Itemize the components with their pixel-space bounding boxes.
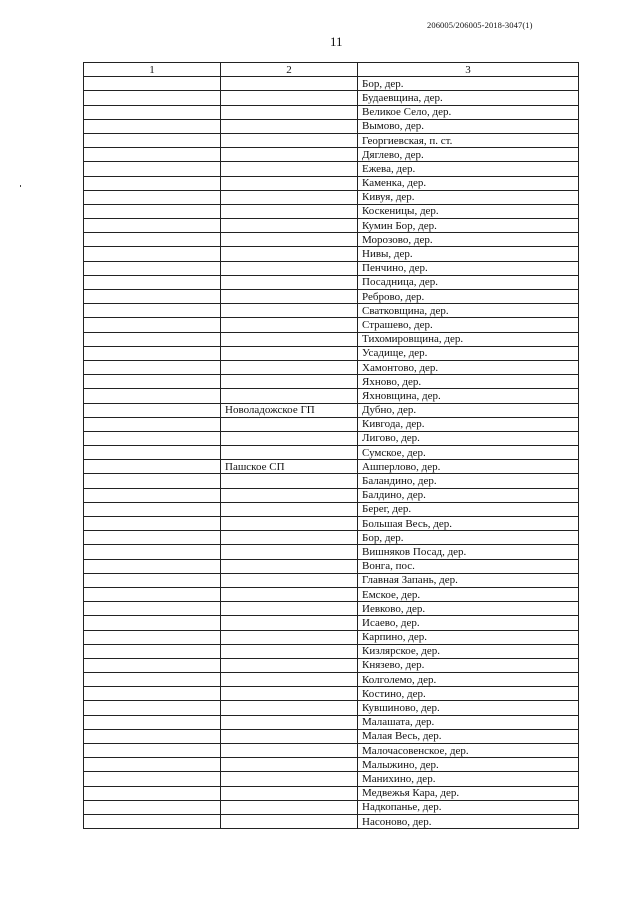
table-cell-col3: Медвежья Кара, дер. bbox=[358, 786, 579, 800]
table-cell-col3: Большая Весь, дер. bbox=[358, 517, 579, 531]
table-cell-col3: Бор, дер. bbox=[358, 77, 579, 91]
table-cell-col2 bbox=[221, 219, 358, 233]
table-cell-col3: Колголемо, дер. bbox=[358, 673, 579, 687]
table-cell-col2 bbox=[221, 346, 358, 360]
table-cell-col3: Малая Весь, дер. bbox=[358, 729, 579, 743]
table-cell-col3: Исаево, дер. bbox=[358, 616, 579, 630]
table-cell-col3: Пенчино, дер. bbox=[358, 261, 579, 275]
table-cell-col1 bbox=[84, 247, 221, 261]
table-cell-col2 bbox=[221, 772, 358, 786]
table-row bbox=[84, 162, 579, 176]
table-cell-col1 bbox=[84, 446, 221, 460]
table-row bbox=[84, 431, 579, 445]
table-cell-col1 bbox=[84, 190, 221, 204]
page-number: 11 bbox=[330, 34, 343, 49]
table-cell-col2 bbox=[221, 233, 358, 247]
table-cell-col2 bbox=[221, 587, 358, 601]
table-cell-col1 bbox=[84, 616, 221, 630]
table-row bbox=[84, 275, 579, 289]
table-cell-col2 bbox=[221, 715, 358, 729]
table-cell-col3: Тихомировщина, дер. bbox=[358, 332, 579, 346]
table-row bbox=[84, 814, 579, 828]
table-cell-col3: Емское, дер. bbox=[358, 587, 579, 601]
table-cell-col2 bbox=[221, 133, 358, 147]
table-cell-col1 bbox=[84, 290, 221, 304]
table-row bbox=[84, 304, 579, 318]
table-cell-col1 bbox=[84, 602, 221, 616]
table-cell-col3: Кумин Бор, дер. bbox=[358, 219, 579, 233]
table-row bbox=[84, 715, 579, 729]
table-cell-col3: Вонга, пос. bbox=[358, 559, 579, 573]
table-cell-col2 bbox=[221, 360, 358, 374]
table-cell-col1 bbox=[84, 545, 221, 559]
table-cell-col1 bbox=[84, 204, 221, 218]
table-cell-col2 bbox=[221, 148, 358, 162]
table-cell-col3: Главная Запань, дер. bbox=[358, 573, 579, 587]
table-cell-col3: Кизлярское, дер. bbox=[358, 644, 579, 658]
table-row bbox=[84, 91, 579, 105]
table-cell-col2 bbox=[221, 687, 358, 701]
header-row bbox=[84, 63, 579, 77]
table-cell-col2 bbox=[221, 204, 358, 218]
table-cell-col2 bbox=[221, 417, 358, 431]
table-row bbox=[84, 77, 579, 91]
table-cell-col3: Малочасовенское, дер. bbox=[358, 744, 579, 758]
table-cell-col2: Новоладожское ГП bbox=[221, 403, 358, 417]
table-cell-col3: Хамонтово, дер. bbox=[358, 360, 579, 374]
table-cell-col1 bbox=[84, 687, 221, 701]
table-row bbox=[84, 488, 579, 502]
table-cell-col1 bbox=[84, 233, 221, 247]
table-cell-col1 bbox=[84, 360, 221, 374]
table-row bbox=[84, 616, 579, 630]
table-row bbox=[84, 389, 579, 403]
table-cell-col2 bbox=[221, 431, 358, 445]
table-cell-col2 bbox=[221, 800, 358, 814]
table-cell-col1 bbox=[84, 176, 221, 190]
settlements-table bbox=[83, 62, 579, 829]
table-cell-col3: Дубно, дер. bbox=[358, 403, 579, 417]
table-row bbox=[84, 800, 579, 814]
table-cell-col2 bbox=[221, 318, 358, 332]
table-row bbox=[84, 758, 579, 772]
table-cell-col1 bbox=[84, 744, 221, 758]
table-cell-col1 bbox=[84, 800, 221, 814]
table-row bbox=[84, 204, 579, 218]
table-cell-col1 bbox=[84, 119, 221, 133]
table-cell-col2 bbox=[221, 304, 358, 318]
table-row bbox=[84, 318, 579, 332]
table-row bbox=[84, 233, 579, 247]
table-cell-col3: Будаевщина, дер. bbox=[358, 91, 579, 105]
table-cell-col3: Сватковщина, дер. bbox=[358, 304, 579, 318]
table-cell-col2 bbox=[221, 162, 358, 176]
table-cell-col2 bbox=[221, 332, 358, 346]
table-cell-col3: Бор, дер. bbox=[358, 531, 579, 545]
table-header bbox=[84, 63, 579, 77]
table-cell-col2 bbox=[221, 630, 358, 644]
table-cell-col3: Надкопанье, дер. bbox=[358, 800, 579, 814]
table-body bbox=[84, 77, 579, 829]
table-cell-col2 bbox=[221, 814, 358, 828]
table-cell-col1 bbox=[84, 559, 221, 573]
table-row bbox=[84, 460, 579, 474]
table-row bbox=[84, 517, 579, 531]
table-cell-col3: Реброво, дер. bbox=[358, 290, 579, 304]
table-cell-col2 bbox=[221, 658, 358, 672]
table-cell-col2 bbox=[221, 176, 358, 190]
table-cell-col1 bbox=[84, 318, 221, 332]
table-cell-col1 bbox=[84, 758, 221, 772]
table-cell-col2 bbox=[221, 729, 358, 743]
table-row bbox=[84, 219, 579, 233]
table-cell-col3: Сумское, дер. bbox=[358, 446, 579, 460]
table-cell-col3: Морозово, дер. bbox=[358, 233, 579, 247]
table-row bbox=[84, 531, 579, 545]
table-cell-col2 bbox=[221, 290, 358, 304]
column-header-3: 3 bbox=[358, 63, 579, 77]
table-cell-col1 bbox=[84, 375, 221, 389]
table-row bbox=[84, 148, 579, 162]
column-header-1: 1 bbox=[84, 63, 221, 77]
table-row bbox=[84, 502, 579, 516]
table-row bbox=[84, 644, 579, 658]
table-cell-col1 bbox=[84, 148, 221, 162]
table-row bbox=[84, 729, 579, 743]
table-row bbox=[84, 744, 579, 758]
table-cell-col2 bbox=[221, 275, 358, 289]
table-cell-col1 bbox=[84, 701, 221, 715]
table-cell-col1 bbox=[84, 474, 221, 488]
table-cell-col1 bbox=[84, 488, 221, 502]
table-cell-col1 bbox=[84, 460, 221, 474]
table-row bbox=[84, 772, 579, 786]
table-cell-col1 bbox=[84, 431, 221, 445]
table-cell-col1 bbox=[84, 573, 221, 587]
table-cell-col3: Манихино, дер. bbox=[358, 772, 579, 786]
table-cell-col1 bbox=[84, 389, 221, 403]
table-cell-col1 bbox=[84, 502, 221, 516]
table-cell-col2 bbox=[221, 559, 358, 573]
table-cell-col2 bbox=[221, 744, 358, 758]
table-cell-col3: Малашата, дер. bbox=[358, 715, 579, 729]
table-row bbox=[84, 247, 579, 261]
table-cell-col3: Берег, дер. bbox=[358, 502, 579, 516]
table-cell-col1 bbox=[84, 715, 221, 729]
table-cell-col2 bbox=[221, 261, 358, 275]
table-cell-col3: Князево, дер. bbox=[358, 658, 579, 672]
table-cell-col3: Дяглево, дер. bbox=[358, 148, 579, 162]
table-row bbox=[84, 658, 579, 672]
table-cell-col3: Кивгода, дер. bbox=[358, 417, 579, 431]
table-row bbox=[84, 346, 579, 360]
table-cell-col3: Ашперлово, дер. bbox=[358, 460, 579, 474]
table-row bbox=[84, 559, 579, 573]
table-cell-col1 bbox=[84, 587, 221, 601]
table-cell-col3: Великое Село, дер. bbox=[358, 105, 579, 119]
column-header-2: 2 bbox=[221, 63, 358, 77]
table-cell-col2 bbox=[221, 644, 358, 658]
table-cell-col2 bbox=[221, 119, 358, 133]
table-cell-col1 bbox=[84, 673, 221, 687]
table-row bbox=[84, 786, 579, 800]
table-row bbox=[84, 360, 579, 374]
table-cell-col3: Георгиевская, п. ст. bbox=[358, 133, 579, 147]
table-cell-col3: Вишняков Посад, дер. bbox=[358, 545, 579, 559]
table-cell-col2 bbox=[221, 446, 358, 460]
table-cell-col3: Коскеницы, дер. bbox=[358, 204, 579, 218]
table-cell-col1 bbox=[84, 729, 221, 743]
table-cell-col1 bbox=[84, 772, 221, 786]
table-cell-col2 bbox=[221, 190, 358, 204]
table-cell-col2 bbox=[221, 786, 358, 800]
table-cell-col1 bbox=[84, 403, 221, 417]
table-row bbox=[84, 587, 579, 601]
table-row bbox=[84, 673, 579, 687]
table-row bbox=[84, 375, 579, 389]
table-cell-col3: Посадница, дер. bbox=[358, 275, 579, 289]
table-cell-col1 bbox=[84, 162, 221, 176]
table-cell-col1 bbox=[84, 91, 221, 105]
table-row bbox=[84, 403, 579, 417]
table-cell-col2 bbox=[221, 247, 358, 261]
margin-mark bbox=[20, 185, 21, 187]
table-cell-col2 bbox=[221, 389, 358, 403]
table-cell-col2: Пашское СП bbox=[221, 460, 358, 474]
table-cell-col2 bbox=[221, 502, 358, 516]
table-cell-col2 bbox=[221, 375, 358, 389]
table-cell-col2 bbox=[221, 573, 358, 587]
table-cell-col3: Вымово, дер. bbox=[358, 119, 579, 133]
table-row bbox=[84, 573, 579, 587]
table-cell-col1 bbox=[84, 304, 221, 318]
table-row bbox=[84, 190, 579, 204]
table-cell-col3: Кивуя, дер. bbox=[358, 190, 579, 204]
table-cell-col1 bbox=[84, 417, 221, 431]
table-cell-col3: Яхновщина, дер. bbox=[358, 389, 579, 403]
table-cell-col3: Малыжино, дер. bbox=[358, 758, 579, 772]
table-cell-col2 bbox=[221, 105, 358, 119]
table-row bbox=[84, 446, 579, 460]
table-cell-col3: Яхново, дер. bbox=[358, 375, 579, 389]
table-cell-col1 bbox=[84, 219, 221, 233]
table-row bbox=[84, 630, 579, 644]
table-cell-col2 bbox=[221, 474, 358, 488]
table-row bbox=[84, 261, 579, 275]
table-row bbox=[84, 417, 579, 431]
table-row bbox=[84, 687, 579, 701]
table-cell-col3: Насоново, дер. bbox=[358, 814, 579, 828]
table-row bbox=[84, 105, 579, 119]
table-cell-col3: Нивы, дер. bbox=[358, 247, 579, 261]
table-cell-col1 bbox=[84, 275, 221, 289]
table-cell-col1 bbox=[84, 261, 221, 275]
table-cell-col1 bbox=[84, 346, 221, 360]
table-cell-col1 bbox=[84, 517, 221, 531]
table-cell-col3: Костино, дер. bbox=[358, 687, 579, 701]
table-cell-col3: Карпино, дер. bbox=[358, 630, 579, 644]
document-id: 206005/206005-2018-3047(1) bbox=[427, 20, 533, 30]
table-cell-col3: Балдино, дер. bbox=[358, 488, 579, 502]
table-cell-col2 bbox=[221, 545, 358, 559]
table-row bbox=[84, 701, 579, 715]
table-cell-col1 bbox=[84, 630, 221, 644]
table-row bbox=[84, 290, 579, 304]
table-row bbox=[84, 602, 579, 616]
table-cell-col2 bbox=[221, 488, 358, 502]
table-cell-col3: Баландино, дер. bbox=[358, 474, 579, 488]
table-row bbox=[84, 545, 579, 559]
table-cell-col2 bbox=[221, 701, 358, 715]
table-row bbox=[84, 176, 579, 190]
table-row bbox=[84, 474, 579, 488]
table-cell-col2 bbox=[221, 616, 358, 630]
table-row bbox=[84, 119, 579, 133]
table-cell-col1 bbox=[84, 786, 221, 800]
table-cell-col1 bbox=[84, 105, 221, 119]
table-cell-col3: Кувшиново, дер. bbox=[358, 701, 579, 715]
table-cell-col2 bbox=[221, 758, 358, 772]
table-cell-col3: Усадище, дер. bbox=[358, 346, 579, 360]
table-cell-col2 bbox=[221, 91, 358, 105]
table-cell-col3: Страшево, дер. bbox=[358, 318, 579, 332]
table-cell-col2 bbox=[221, 602, 358, 616]
table-cell-col1 bbox=[84, 658, 221, 672]
table-cell-col2 bbox=[221, 531, 358, 545]
table-row bbox=[84, 332, 579, 346]
table-cell-col1 bbox=[84, 814, 221, 828]
table-row bbox=[84, 133, 579, 147]
table-cell-col2 bbox=[221, 77, 358, 91]
table-cell-col1 bbox=[84, 133, 221, 147]
table-cell-col3: Лигово, дер. bbox=[358, 431, 579, 445]
table-cell-col3: Иевково, дер. bbox=[358, 602, 579, 616]
table-cell-col1 bbox=[84, 531, 221, 545]
table-cell-col1 bbox=[84, 644, 221, 658]
table-cell-col3: Каменка, дер. bbox=[358, 176, 579, 190]
table-cell-col3: Ежева, дер. bbox=[358, 162, 579, 176]
table-cell-col1 bbox=[84, 77, 221, 91]
table-cell-col1 bbox=[84, 332, 221, 346]
table-cell-col2 bbox=[221, 517, 358, 531]
table-cell-col2 bbox=[221, 673, 358, 687]
